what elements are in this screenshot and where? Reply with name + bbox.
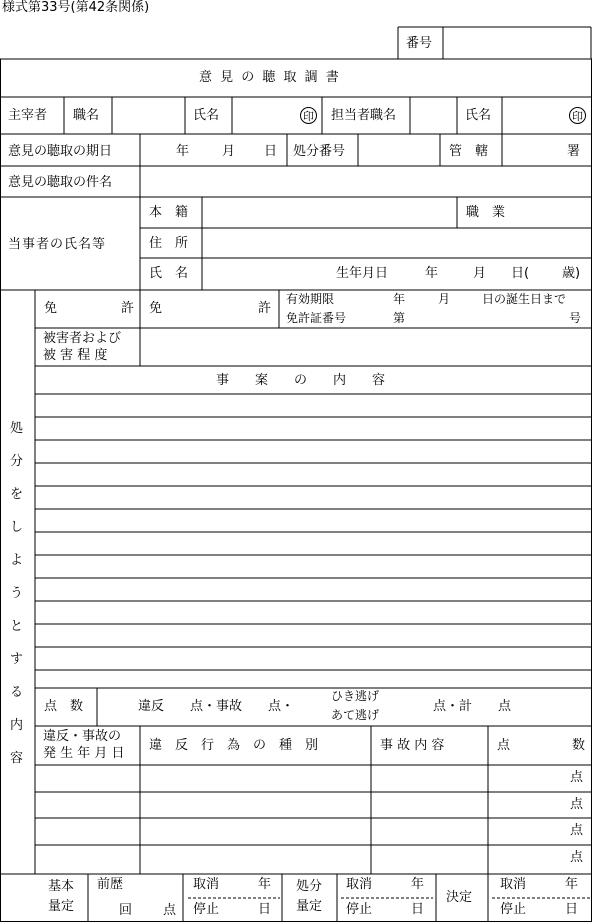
seal-icon: 印 [569, 107, 586, 124]
cancel-label: 取消 [193, 877, 220, 892]
violation-type-header: 違 反 行 為 の 種 別 [149, 738, 319, 753]
birthdate-label: 生年月日 [336, 266, 389, 281]
history-label: 前歴 [97, 877, 124, 892]
times-label: 回 [119, 903, 133, 918]
birth-year: 年 [425, 266, 439, 281]
address-field[interactable] [203, 229, 590, 257]
disp-label-line1: 処分 [296, 879, 323, 894]
staff-title-label: 担当者職名 [331, 108, 397, 123]
license-no-label: 免許証番号 [286, 311, 347, 325]
point-unit: 点 [570, 823, 584, 838]
party-label: 当事者の氏名等 [8, 237, 107, 252]
date-month: 月 [222, 144, 236, 159]
year-label: 年 [258, 877, 272, 892]
age-label: 歳) [562, 266, 581, 281]
points-header-b: 数 [572, 738, 586, 753]
license-field-a: 免 [149, 301, 163, 316]
birth-month: 月 [473, 266, 487, 281]
party-name-label: 氏 名 [149, 266, 189, 281]
domicile-label: 本 籍 [149, 205, 189, 220]
case-heading: 事 案 の 内 容 [216, 373, 386, 388]
day-label: 日 [565, 902, 579, 917]
license-label-b: 許 [121, 301, 135, 316]
name-label: 氏名 [193, 108, 220, 123]
date-header-line1: 違反・事故の [43, 729, 122, 744]
domicile-field[interactable] [203, 198, 456, 227]
victim-label-line2: 被 害 程 度 [43, 348, 108, 363]
presiding-name-field[interactable] [233, 98, 299, 133]
presiding-label: 主宰者 [8, 108, 48, 123]
decision-label: 決定 [446, 890, 473, 905]
license-no-suffix: 号 [569, 311, 582, 325]
points-header-a: 点 [497, 738, 511, 753]
accident-header: 事 故 内 容 [380, 738, 445, 753]
validity-until: 日の誕生日まで [482, 292, 567, 306]
hit-run-line2: あて逃げ [331, 708, 380, 722]
seal-icon: 印 [300, 107, 317, 124]
title-label: 職名 [73, 108, 100, 123]
hit-run-line1: ひき逃げ [331, 689, 380, 703]
station-suffix: 署 [567, 144, 581, 159]
license-label-a: 免 [44, 301, 58, 316]
cancel-label: 取消 [346, 877, 373, 892]
validity-month: 月 [438, 292, 451, 306]
case-content-area[interactable] [36, 395, 590, 687]
suspend-label: 停止 [193, 902, 220, 917]
suspend-label: 停止 [500, 902, 527, 917]
license-no-prefix: 第 [393, 311, 406, 325]
date-day: 日 [264, 144, 278, 159]
validity-year: 年 [393, 292, 406, 306]
hearing-subject-field[interactable] [141, 167, 590, 196]
number-field[interactable] [444, 28, 590, 58]
license-field-b: 許 [258, 301, 272, 316]
validity-label: 有効期限 [286, 292, 335, 306]
hearing-date-label: 意見の聴取の期日 [8, 144, 113, 159]
staff-name-label: 氏名 [465, 108, 492, 123]
violation-points: 違反 点・事故 点・ [138, 699, 295, 714]
occupation-label: 職 業 [466, 205, 506, 220]
disp-label-line2: 量定 [296, 899, 323, 914]
staff-title-field[interactable] [411, 98, 456, 133]
suspend-label: 停止 [346, 902, 373, 917]
staff-name-field[interactable] [503, 98, 567, 133]
cancel-label: 取消 [500, 877, 527, 892]
point-unit: 点 [570, 770, 584, 785]
form-header: 様式第33号(第42条関係) [2, 0, 150, 15]
disposition-no-label: 処分番号 [293, 144, 346, 159]
victim-label-line1: 被害者および [43, 331, 122, 346]
hearing-subject-label: 意見の聴取の件名 [8, 175, 113, 190]
date-header-line2: 発 生 年 月 日 [43, 746, 125, 761]
year-label: 年 [411, 877, 425, 892]
jurisdiction-label: 管 轄 [449, 144, 489, 159]
point-unit: 点 [570, 850, 584, 865]
total-points: 点・計 点 [433, 699, 512, 714]
date-year: 年 [176, 144, 190, 159]
day-label: 日 [411, 902, 425, 917]
year-label: 年 [565, 877, 579, 892]
day-label: 日 [258, 902, 272, 917]
basic-label-line2: 量定 [48, 899, 75, 914]
disposition-no-field[interactable] [359, 135, 439, 165]
page-title: 意 見 の 聴 取 調 書 [199, 70, 341, 85]
points-label: 点 数 [44, 699, 84, 714]
points-unit: 点 [163, 903, 177, 918]
number-label: 番号 [406, 36, 433, 51]
birth-day: 日( [511, 266, 530, 281]
address-label: 住 所 [149, 236, 189, 251]
basic-label-line1: 基本 [48, 879, 75, 894]
presiding-title-field[interactable] [113, 98, 184, 133]
point-unit: 点 [570, 797, 584, 812]
victim-field[interactable] [141, 329, 590, 365]
